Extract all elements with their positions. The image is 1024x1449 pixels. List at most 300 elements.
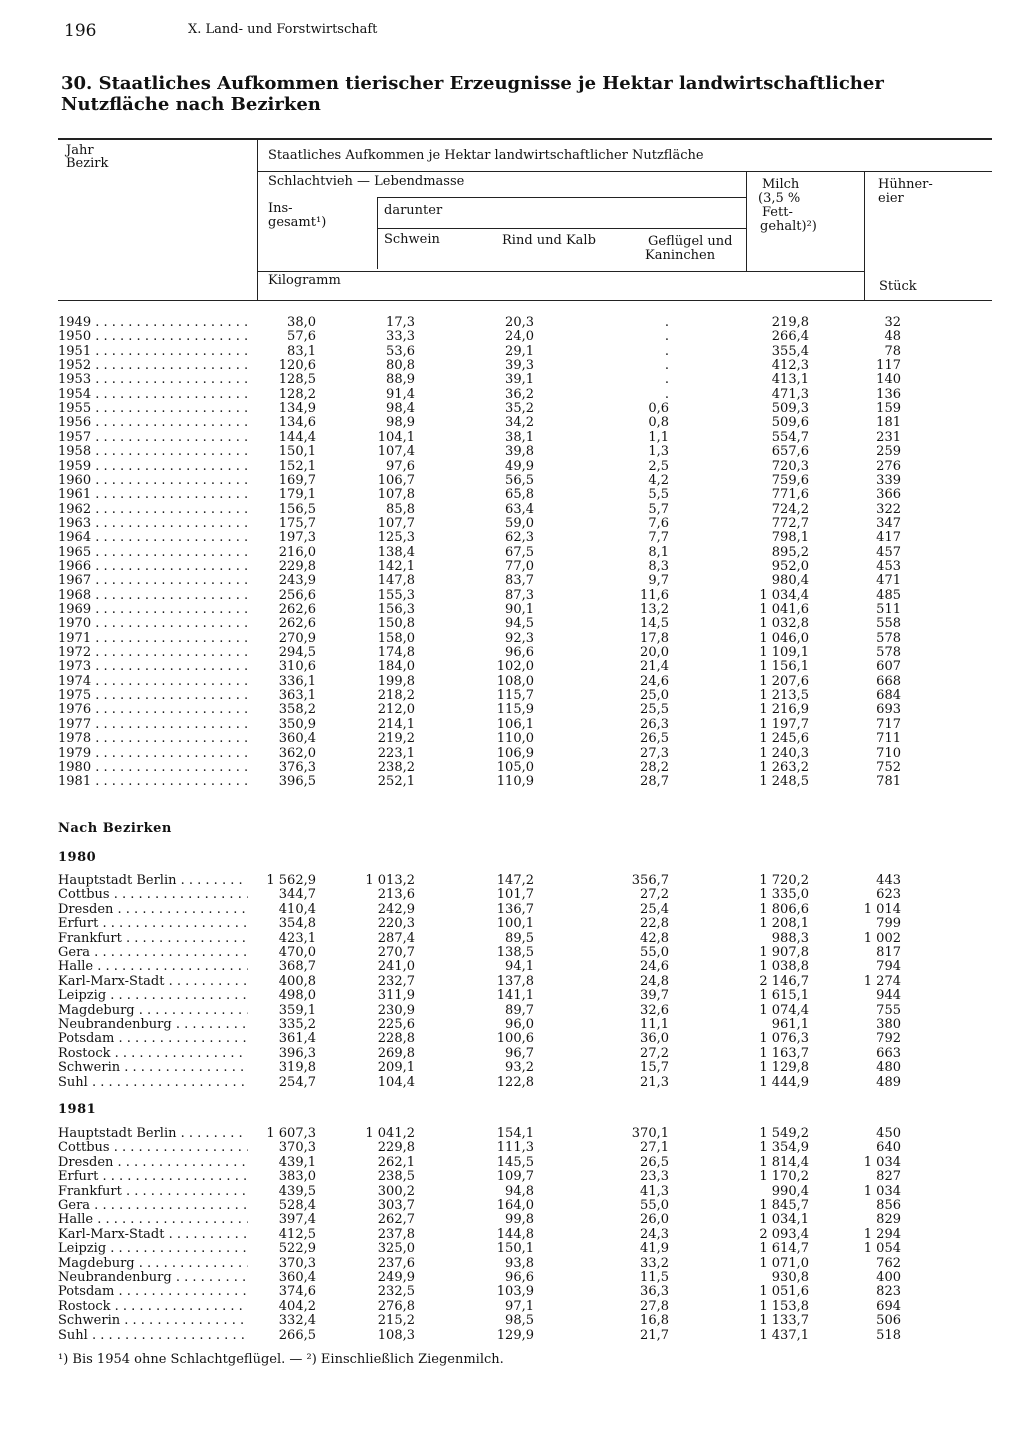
- header-bottom-rule: [58, 300, 992, 301]
- header-milch-3: Fett-: [762, 205, 793, 220]
- header-top-rule: [58, 138, 992, 140]
- cell-rind-kalb: 150,1: [496, 1241, 534, 1257]
- year-row: [58, 617, 908, 632]
- year-row: [58, 431, 908, 446]
- cell-milch: 509,3: [771, 401, 809, 417]
- cell-rind-kalb: 110,9: [496, 774, 534, 790]
- year-row: [58, 689, 908, 704]
- cell-schwein: 213,6: [377, 887, 415, 903]
- cell-insgesamt: 256,6: [278, 587, 316, 603]
- cell-rind-kalb: 96,6: [505, 645, 534, 661]
- header-milch-2: (3,5 %: [758, 191, 801, 206]
- cell-insgesamt: 336,1: [278, 673, 316, 689]
- chapter-title: X. Land- und Forstwirtschaft: [188, 22, 378, 37]
- cell-schwein: 156,3: [377, 602, 415, 617]
- cell-insgesamt: 262,6: [278, 602, 316, 617]
- year-row: [58, 660, 908, 675]
- bezirk-row: [58, 1170, 908, 1185]
- cell-rind-kalb: 94,5: [505, 616, 534, 632]
- cell-milch: 771,6: [771, 487, 809, 503]
- cell-rind-kalb: 36,2: [505, 386, 534, 402]
- cell-insgesamt: 350,9: [278, 716, 316, 732]
- cell-milch: 1 076,3: [759, 1031, 809, 1047]
- cell-milch: 1 034,1: [759, 1212, 809, 1228]
- row-label: 1980 . . .: [58, 761, 248, 775]
- row-label: 1953 . . .: [58, 373, 248, 387]
- cell-schwein: 232,7: [377, 973, 415, 989]
- bezirk-row: [58, 975, 908, 990]
- cell-gefluegel: 26,0: [640, 1212, 669, 1228]
- row-label: Schwerin . . .: [58, 1314, 248, 1328]
- cell-insgesamt: 528,4: [278, 1198, 316, 1213]
- cell-gefluegel: 28,2: [640, 759, 669, 775]
- cell-insgesamt: 370,3: [278, 1255, 316, 1271]
- row-label: 1957 . . .: [58, 431, 248, 445]
- cell-milch: 1 354,9: [759, 1140, 809, 1156]
- cell-insgesamt: 362,0: [278, 745, 316, 761]
- row-label: Potsdam . . .: [58, 1285, 248, 1299]
- cell-schwein: 300,2: [377, 1183, 415, 1199]
- cell-insgesamt: 423,1: [278, 930, 316, 946]
- cell-rind-kalb: 105,0: [496, 759, 534, 775]
- cell-schwein: 53,6: [386, 343, 415, 359]
- bezirk-row: [58, 888, 908, 903]
- cell-rind-kalb: 115,7: [496, 688, 534, 704]
- cell-milch: 1 041,6: [759, 602, 809, 617]
- cell-gefluegel: 25,4: [640, 901, 669, 917]
- row-label: 1964 . . .: [58, 531, 248, 545]
- cell-insgesamt: 332,4: [278, 1313, 316, 1329]
- cell-eier: 32: [884, 315, 901, 330]
- cell-eier: 752: [876, 759, 901, 775]
- cell-milch: 724,2: [771, 501, 809, 517]
- cell-schwein: 218,2: [377, 688, 415, 704]
- cell-insgesamt: 57,6: [287, 329, 316, 345]
- cell-gefluegel: 55,0: [640, 1198, 669, 1213]
- cell-gefluegel: 32,6: [640, 1002, 669, 1018]
- row-label: Neubrandenburg . . .: [58, 1271, 248, 1285]
- cell-milch: 1 046,0: [759, 630, 809, 646]
- cell-milch: 2 093,4: [759, 1226, 809, 1242]
- cell-schwein: 98,4: [386, 401, 415, 417]
- row-label: 1951 . . .: [58, 345, 248, 359]
- cell-schwein: 1 013,2: [365, 873, 415, 888]
- cell-schwein: 142,1: [377, 558, 415, 574]
- row-label: 1970 . . .: [58, 617, 248, 631]
- cell-eier: 640: [876, 1140, 901, 1156]
- cell-milch: 720,3: [771, 458, 809, 474]
- cell-eier: 1 014: [863, 901, 901, 917]
- cell-rind-kalb: 20,3: [505, 315, 534, 330]
- cell-eier: 578: [876, 645, 901, 661]
- row-label: 1956 . . .: [58, 416, 248, 430]
- cell-insgesamt: 294,5: [278, 645, 316, 661]
- cell-insgesamt: 243,9: [278, 573, 316, 589]
- header-main: Staatliches Aufkommen je Hektar landwirtschaftlicher Nutzfläche: [268, 148, 704, 163]
- cell-schwein: 325,0: [377, 1241, 415, 1257]
- cell-eier: 823: [876, 1284, 901, 1300]
- stub-header-bezirk: Bezirk: [66, 156, 109, 171]
- cell-rind-kalb: 96,6: [505, 1270, 534, 1285]
- cell-insgesamt: 410,4: [278, 901, 316, 917]
- cell-rind-kalb: 164,0: [496, 1198, 534, 1213]
- cell-rind-kalb: 59,0: [505, 515, 534, 531]
- rule-under-schlachtvieh: [378, 197, 746, 198]
- year-row: [58, 517, 908, 532]
- header-schlachtvieh: Schlachtvieh — Lebendmasse: [268, 174, 465, 189]
- header-eier-2: eier: [878, 191, 904, 206]
- cell-rind-kalb: 24,0: [505, 329, 534, 345]
- cell-schwein: 104,1: [377, 429, 415, 445]
- cell-milch: 413,1: [771, 372, 809, 388]
- cell-gefluegel: 26,5: [640, 731, 669, 747]
- cell-insgesamt: 370,3: [278, 1140, 316, 1156]
- bezirk-row: [58, 1257, 908, 1272]
- cell-insgesamt: 128,5: [278, 372, 316, 388]
- cell-gefluegel: .: [664, 372, 669, 388]
- cell-milch: 1 263,2: [759, 759, 809, 775]
- header-darunter: darunter: [384, 203, 443, 218]
- cell-schwein: 158,0: [377, 630, 415, 646]
- section-title-bezirke: Nach Bezirken: [58, 821, 172, 836]
- cell-insgesamt: 179,1: [278, 487, 316, 503]
- year-row: [58, 747, 908, 762]
- cell-gefluegel: 27,3: [640, 745, 669, 761]
- year-row: [58, 488, 908, 503]
- row-label: Halle . . .: [58, 960, 248, 974]
- cell-eier: 1 274: [863, 973, 901, 989]
- cell-milch: 509,6: [771, 415, 809, 431]
- cell-schwein: 269,8: [377, 1045, 415, 1061]
- row-label: 1974 . . .: [58, 675, 248, 689]
- cell-insgesamt: 404,2: [278, 1298, 316, 1314]
- year-row: [58, 416, 908, 431]
- cell-milch: 1 207,6: [759, 673, 809, 689]
- cell-rind-kalb: 89,7: [505, 1002, 534, 1018]
- cell-rind-kalb: 38,1: [505, 429, 534, 445]
- cell-insgesamt: 358,2: [278, 702, 316, 718]
- cell-schwein: 104,4: [377, 1074, 415, 1090]
- cell-gefluegel: 1,3: [648, 444, 669, 460]
- cell-gefluegel: 4,2: [648, 472, 669, 488]
- cell-eier: 794: [876, 959, 901, 975]
- cell-insgesamt: 1 607,3: [266, 1126, 316, 1141]
- header-gefluegel-1: Geflügel und: [648, 234, 733, 249]
- cell-milch: 219,8: [771, 315, 809, 330]
- row-label: 1972 . . .: [58, 646, 248, 660]
- cell-insgesamt: 229,8: [278, 558, 316, 574]
- cell-rind-kalb: 100,1: [496, 916, 534, 932]
- cell-milch: 1 038,8: [759, 959, 809, 975]
- cell-eier: 48: [884, 329, 901, 345]
- cell-rind-kalb: 77,0: [505, 558, 534, 574]
- row-label: 1952 . . .: [58, 359, 248, 373]
- cell-gefluegel: 25,5: [640, 702, 669, 718]
- cell-milch: 1 032,8: [759, 616, 809, 632]
- cell-eier: 417: [876, 530, 901, 546]
- cell-schwein: 311,9: [377, 988, 415, 1004]
- cell-gefluegel: 0,6: [648, 401, 669, 417]
- cell-milch: 1 614,7: [759, 1241, 809, 1257]
- year-row: [58, 330, 908, 345]
- cell-milch: 412,3: [771, 358, 809, 374]
- year-row: [58, 388, 908, 403]
- row-label: Potsdam . . .: [58, 1032, 248, 1046]
- cell-eier: 450: [876, 1126, 901, 1141]
- row-label: Karl-Marx-Stadt . . .: [58, 975, 248, 989]
- cell-eier: 347: [876, 515, 901, 531]
- cell-rind-kalb: 99,8: [505, 1212, 534, 1228]
- cell-gefluegel: .: [664, 358, 669, 374]
- year-row: [58, 646, 908, 661]
- cell-eier: 140: [876, 372, 901, 388]
- cell-eier: 762: [876, 1255, 901, 1271]
- cell-eier: 276: [876, 458, 901, 474]
- cell-milch: 1 240,3: [759, 745, 809, 761]
- cell-schwein: 214,1: [377, 716, 415, 732]
- cell-schwein: 107,7: [377, 515, 415, 531]
- row-label: Leipzig . . .: [58, 989, 248, 1003]
- cell-eier: 711: [876, 731, 901, 747]
- cell-milch: 1 216,9: [759, 702, 809, 718]
- cell-milch: 1 156,1: [759, 659, 809, 675]
- row-label: 1975 . . .: [58, 689, 248, 703]
- cell-schwein: 303,7: [377, 1198, 415, 1213]
- cell-eier: 856: [876, 1198, 901, 1213]
- row-label: Frankfurt . . .: [58, 932, 248, 946]
- cell-gefluegel: 7,6: [648, 515, 669, 531]
- cell-eier: 159: [876, 401, 901, 417]
- cell-insgesamt: 38,0: [287, 315, 316, 330]
- cell-milch: 961,1: [771, 1017, 809, 1032]
- year-row: [58, 589, 908, 604]
- cell-schwein: 125,3: [377, 530, 415, 546]
- cell-schwein: 242,9: [377, 901, 415, 917]
- cell-insgesamt: 360,4: [278, 731, 316, 747]
- cell-insgesamt: 354,8: [278, 916, 316, 932]
- bezirk-row: [58, 1185, 908, 1200]
- bezirk-row: [58, 1004, 908, 1019]
- cell-rind-kalb: 63,4: [505, 501, 534, 517]
- cell-eier: 380: [876, 1017, 901, 1032]
- cell-eier: 259: [876, 444, 901, 460]
- row-label: Halle . . .: [58, 1213, 248, 1227]
- cell-milch: 1 248,5: [759, 774, 809, 790]
- cell-gefluegel: 23,3: [640, 1169, 669, 1185]
- cell-rind-kalb: 100,6: [496, 1031, 534, 1047]
- cell-schwein: 85,8: [386, 501, 415, 517]
- row-label: 1963 . . .: [58, 517, 248, 531]
- cell-milch: 1 444,9: [759, 1074, 809, 1090]
- cell-rind-kalb: 92,3: [505, 630, 534, 646]
- cell-gefluegel: 370,1: [631, 1126, 669, 1141]
- cell-insgesamt: 383,0: [278, 1169, 316, 1185]
- cell-eier: 1 294: [863, 1226, 901, 1242]
- cell-rind-kalb: 115,9: [496, 702, 534, 718]
- cell-gefluegel: 5,7: [648, 501, 669, 517]
- cell-gefluegel: 13,2: [640, 602, 669, 617]
- cell-milch: 1 245,6: [759, 731, 809, 747]
- bezirk-row: [58, 1047, 908, 1062]
- cell-gefluegel: 36,3: [640, 1284, 669, 1300]
- cell-gefluegel: 41,9: [640, 1241, 669, 1257]
- cell-eier: 781: [876, 774, 901, 790]
- cell-gefluegel: 0,8: [648, 415, 669, 431]
- cell-insgesamt: 396,5: [278, 774, 316, 790]
- cell-gefluegel: 20,0: [640, 645, 669, 661]
- year-row: [58, 761, 908, 776]
- row-label: 1959 . . .: [58, 460, 248, 474]
- rule-units: [258, 271, 864, 272]
- cell-schwein: 229,8: [377, 1140, 415, 1156]
- cell-eier: 717: [876, 716, 901, 732]
- cell-insgesamt: 262,6: [278, 616, 316, 632]
- cell-rind-kalb: 93,2: [505, 1060, 534, 1076]
- cell-insgesamt: 363,1: [278, 688, 316, 704]
- year-row: [58, 373, 908, 388]
- cell-milch: 1 163,7: [759, 1045, 809, 1061]
- row-label: Dresden . . .: [58, 903, 248, 917]
- cell-schwein: 108,3: [377, 1327, 415, 1343]
- cell-gefluegel: 21,7: [640, 1327, 669, 1343]
- cell-eier: 518: [876, 1327, 901, 1343]
- cell-milch: 1 170,2: [759, 1169, 809, 1185]
- cell-milch: 1 615,1: [759, 988, 809, 1004]
- cell-insgesamt: 152,1: [278, 458, 316, 474]
- cell-milch: 2 146,7: [759, 973, 809, 989]
- cell-gefluegel: 21,3: [640, 1074, 669, 1090]
- cell-eier: 792: [876, 1031, 901, 1047]
- row-label: Neubrandenburg . . .: [58, 1018, 248, 1032]
- cell-eier: 693: [876, 702, 901, 718]
- cell-rind-kalb: 90,1: [505, 602, 534, 617]
- bezirk-row: [58, 946, 908, 961]
- cell-eier: 457: [876, 544, 901, 560]
- cell-schwein: 262,1: [377, 1154, 415, 1170]
- cell-insgesamt: 361,4: [278, 1031, 316, 1047]
- cell-insgesamt: 83,1: [287, 343, 316, 359]
- cell-schwein: 223,1: [377, 745, 415, 761]
- row-label: 1950 . . .: [58, 330, 248, 344]
- row-label: Erfurt . . .: [58, 917, 248, 931]
- cell-milch: 952,0: [771, 558, 809, 574]
- cell-schwein: 1 041,2: [365, 1126, 415, 1141]
- bezirk-row: [58, 1199, 908, 1214]
- cell-milch: 988,3: [771, 930, 809, 946]
- cell-rind-kalb: 35,2: [505, 401, 534, 417]
- cell-eier: 136: [876, 386, 901, 402]
- bezirk-row: [58, 874, 908, 889]
- cell-milch: 1 437,1: [759, 1327, 809, 1343]
- cell-gefluegel: 11,1: [640, 1017, 669, 1032]
- cell-gefluegel: 2,5: [648, 458, 669, 474]
- cell-eier: 339: [876, 472, 901, 488]
- cell-insgesamt: 368,7: [278, 959, 316, 975]
- cell-milch: 980,4: [771, 573, 809, 589]
- cell-milch: 798,1: [771, 530, 809, 546]
- cell-schwein: 98,9: [386, 415, 415, 431]
- row-label: 1961 . . .: [58, 488, 248, 502]
- cell-gefluegel: 11,5: [640, 1270, 669, 1285]
- cell-rind-kalb: 39,3: [505, 358, 534, 374]
- bezirk-row: [58, 903, 908, 918]
- cell-gefluegel: 1,1: [648, 429, 669, 445]
- header-milch-4: gehalt)²): [760, 219, 817, 234]
- row-label: 1962 . . .: [58, 503, 248, 517]
- cell-rind-kalb: 111,3: [496, 1140, 534, 1156]
- header-gefluegel-2: Kaninchen: [645, 248, 716, 263]
- cell-insgesamt: 522,9: [278, 1241, 316, 1257]
- row-label: Gera . . .: [58, 1199, 248, 1213]
- row-label: 1949 . . .: [58, 316, 248, 330]
- cell-eier: 78: [884, 343, 901, 359]
- row-label: Karl-Marx-Stadt . . .: [58, 1228, 248, 1242]
- year-row: [58, 718, 908, 733]
- cell-gefluegel: .: [664, 329, 669, 345]
- cell-gefluegel: 24,3: [640, 1226, 669, 1242]
- cell-insgesamt: 134,9: [278, 401, 316, 417]
- cell-rind-kalb: 29,1: [505, 343, 534, 359]
- row-label: 1968 . . .: [58, 589, 248, 603]
- bezirk-row: [58, 1285, 908, 1300]
- cell-rind-kalb: 98,5: [505, 1313, 534, 1329]
- table-title: 30. Staatliches Aufkommen tierischer Erzeugnisse je Hektar landwirtschaftlicher Nutzfläche nach Bezirken: [61, 73, 884, 115]
- header-insgesamt-1: Ins-: [268, 201, 293, 216]
- cell-schwein: 184,0: [377, 659, 415, 675]
- cell-eier: 231: [876, 429, 901, 445]
- cell-gefluegel: .: [664, 343, 669, 359]
- cell-schwein: 215,2: [377, 1313, 415, 1329]
- cell-milch: 1 071,0: [759, 1255, 809, 1271]
- cell-rind-kalb: 102,0: [496, 659, 534, 675]
- cell-rind-kalb: 87,3: [505, 587, 534, 603]
- rule-under-main: [258, 171, 992, 172]
- year-row: [58, 703, 908, 718]
- row-label: 1976 . . .: [58, 703, 248, 717]
- cell-eier: 578: [876, 630, 901, 646]
- row-label: 1971 . . .: [58, 632, 248, 646]
- cell-insgesamt: 175,7: [278, 515, 316, 531]
- cell-eier: 489: [876, 1074, 901, 1090]
- cell-insgesamt: 319,8: [278, 1060, 316, 1076]
- cell-schwein: 270,7: [377, 945, 415, 960]
- cell-schwein: 97,6: [386, 458, 415, 474]
- row-label: Frankfurt . . .: [58, 1185, 248, 1199]
- bezirk-row: [58, 917, 908, 932]
- cell-insgesamt: 439,1: [278, 1154, 316, 1170]
- cell-eier: 181: [876, 415, 901, 431]
- cell-gefluegel: 27,8: [640, 1298, 669, 1314]
- cell-milch: 1 074,4: [759, 1002, 809, 1018]
- cell-milch: 1 133,7: [759, 1313, 809, 1329]
- cell-milch: 1 208,1: [759, 916, 809, 932]
- cell-gefluegel: 24,8: [640, 973, 669, 989]
- cell-eier: 453: [876, 558, 901, 574]
- header-milch-1: Milch: [762, 177, 800, 192]
- bezirk-row: [58, 1127, 908, 1142]
- cell-eier: 1 034: [863, 1183, 901, 1199]
- cell-insgesamt: 1 562,9: [266, 873, 316, 888]
- page-header: [64, 21, 378, 41]
- cell-eier: 1 002: [863, 930, 901, 946]
- year-row: [58, 445, 908, 460]
- year-label-1980: 1980: [58, 850, 97, 865]
- bezirk-row: [58, 932, 908, 947]
- row-label: Leipzig . . .: [58, 1242, 248, 1256]
- bezirk-row: [58, 1271, 908, 1286]
- cell-gefluegel: 28,7: [640, 774, 669, 790]
- divider-milch-eier: [864, 172, 865, 300]
